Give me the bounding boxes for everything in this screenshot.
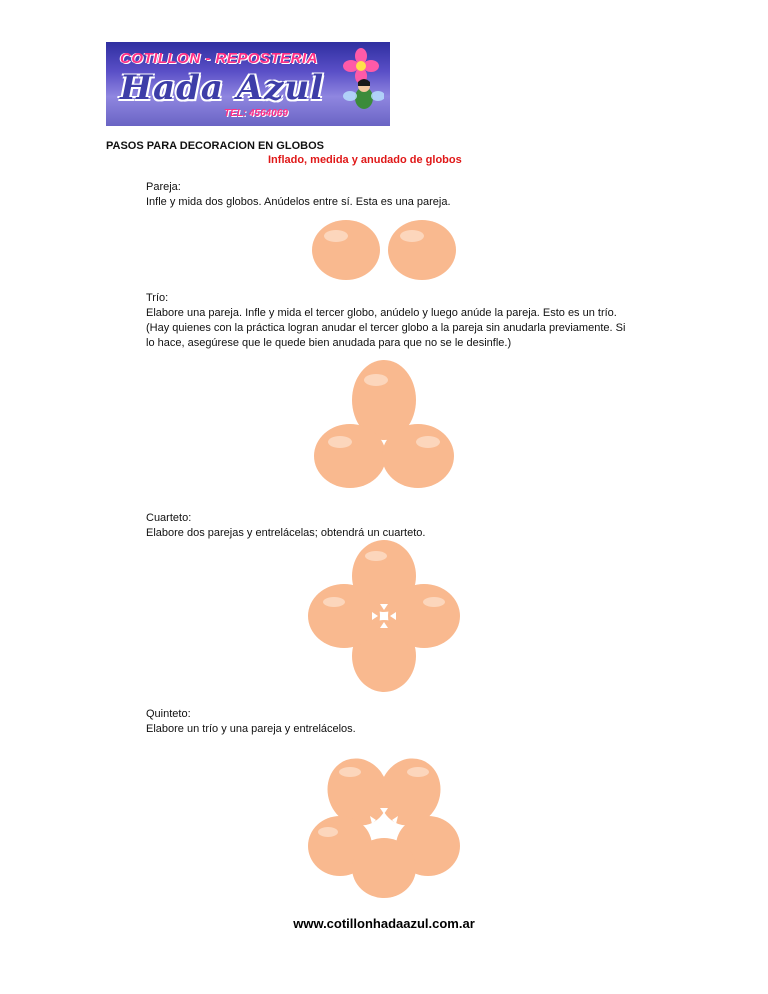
website-url[interactable]: www.cotillonhadaazul.com.ar bbox=[293, 916, 475, 931]
section-pareja bbox=[146, 180, 626, 210]
pair-balloons-illustration bbox=[306, 214, 462, 286]
fairy-flower-icon bbox=[338, 48, 384, 124]
logo-phone: TEL: 4564069 bbox=[224, 108, 288, 119]
section-text: Infle y mida dos globos. Anúdelos entre sí. Esta es una pareja. bbox=[146, 196, 451, 208]
logo-line-2: Hada Azul bbox=[120, 68, 325, 108]
section-quinteto bbox=[146, 707, 626, 737]
quintet-balloons-illustration bbox=[306, 750, 462, 900]
quartet-balloons-illustration bbox=[306, 538, 462, 694]
section-text: Elabore una pareja. Infle y mida el tercer globo, anúdelo y luego anúde la pareja. Esto es un trío. (Hay quienes con la práctica logran anudar el tercer globo a la pareja sin anudarla previamente. Si lo hace, asegúrese que le quede bien anudada para que no se le desinfle.) bbox=[146, 307, 626, 349]
section-text: Elabore un trío y una pareja y entrelácelos. bbox=[146, 723, 356, 735]
logo-banner bbox=[106, 42, 390, 126]
section-heading: Quinteto: bbox=[146, 708, 191, 720]
logo-line-1: COTILLON - REPOSTERIA bbox=[120, 50, 318, 67]
section-text: Elabore dos parejas y entrelácelas; obtendrá un cuarteto. bbox=[146, 527, 426, 539]
section-heading: Trío: bbox=[146, 292, 169, 304]
trio-balloons-illustration bbox=[310, 356, 458, 492]
section-cuarteto bbox=[146, 511, 626, 541]
section-trio bbox=[146, 291, 626, 351]
section-heading: Pareja: bbox=[146, 181, 181, 193]
page-title: PASOS PARA DECORACION EN GLOBOS bbox=[106, 140, 324, 152]
page-subtitle: Inflado, medida y anudado de globos bbox=[268, 154, 462, 166]
section-heading: Cuarteto: bbox=[146, 512, 192, 524]
